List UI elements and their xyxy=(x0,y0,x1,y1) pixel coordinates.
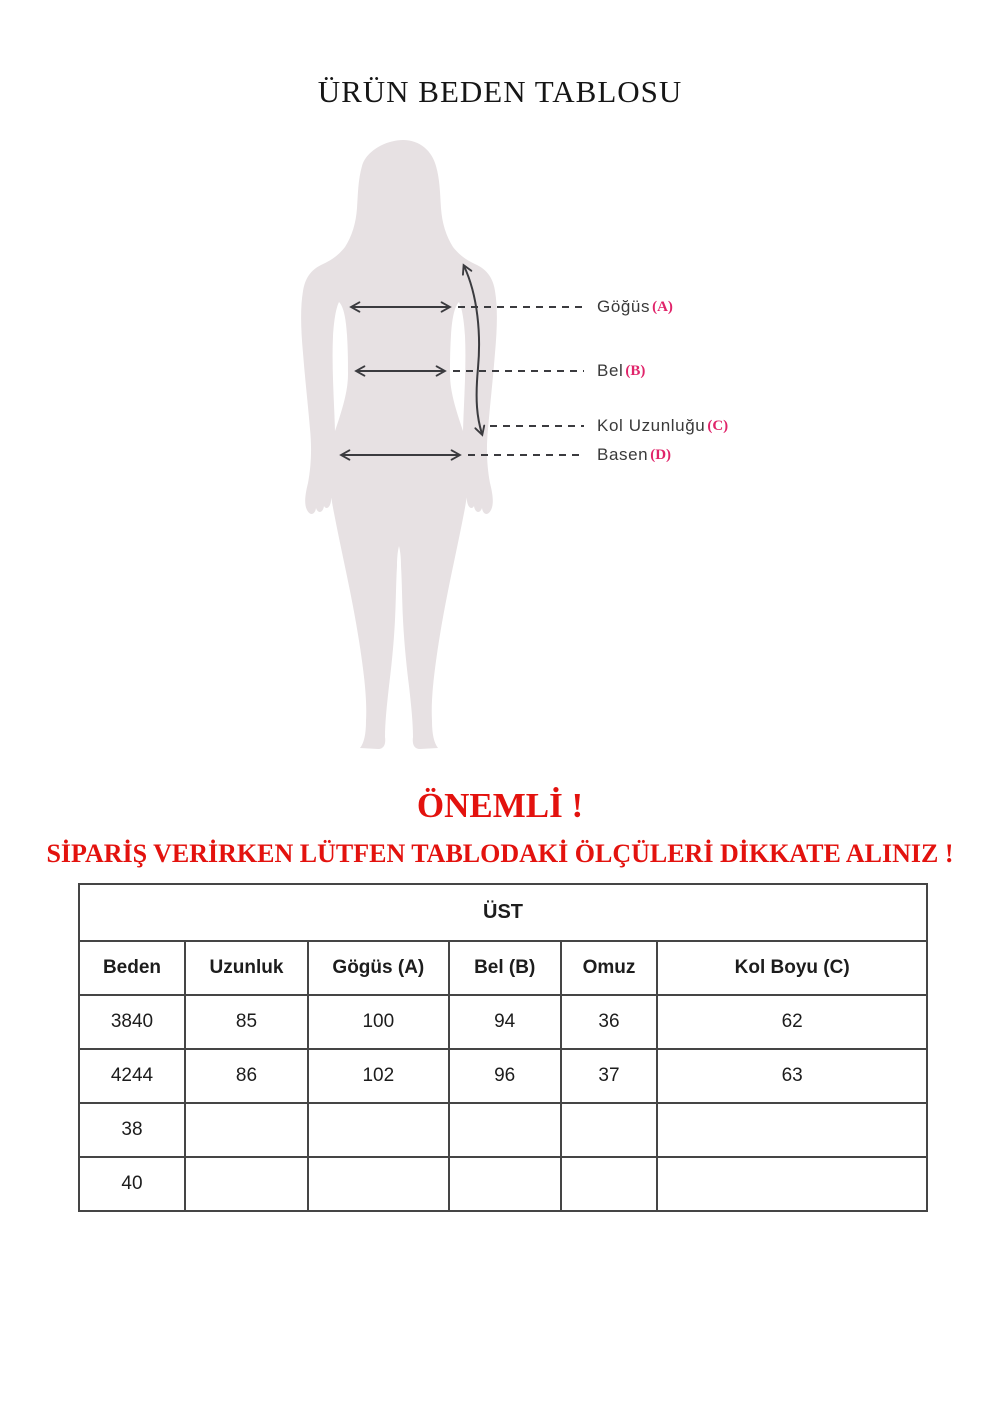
cell-bel: 96 xyxy=(449,1049,561,1103)
cell-kol-boyu xyxy=(657,1103,927,1157)
cell-bel xyxy=(449,1157,561,1211)
cell-gogus: 102 xyxy=(308,1049,449,1103)
table-header-row xyxy=(79,941,927,995)
chest-label-text: Göğüs xyxy=(597,297,651,316)
header-cell-kol-boyu: Kol Boyu (C) xyxy=(657,941,927,995)
size-table xyxy=(78,883,928,1212)
hip-label xyxy=(597,444,671,466)
group-header-cell: ÜST xyxy=(79,884,927,941)
sleeve-label-letter: (C) xyxy=(707,417,729,434)
warning-text: SİPARİŞ VERİRKEN LÜTFEN TABLODAKİ ÖLÇÜLERİ DİKKATE ALINIZ ! xyxy=(46,839,954,868)
cell-kol-boyu xyxy=(657,1157,927,1211)
hip-label-text: Basen xyxy=(597,445,649,464)
table-group-row xyxy=(79,884,927,941)
chest-label xyxy=(597,296,673,318)
header-cell-bel: Bel (B) xyxy=(449,941,561,995)
cell-beden: 40 xyxy=(79,1157,185,1211)
chest-label-letter: (A) xyxy=(652,298,673,315)
header-cell-beden: Beden xyxy=(79,941,185,995)
page-title: ÜRÜN BEDEN TABLOSU xyxy=(317,74,683,109)
female-body-silhouette xyxy=(301,140,497,749)
table-row xyxy=(79,1157,927,1211)
header-cell-gogus: Gögüs (A) xyxy=(308,941,449,995)
cell-omuz xyxy=(561,1157,658,1211)
cell-uzunluk xyxy=(185,1157,308,1211)
waist-label-text: Bel xyxy=(597,361,624,380)
header-cell-uzunluk: Uzunluk xyxy=(185,941,308,995)
important-heading: ÖNEMLİ ! xyxy=(416,786,584,825)
cell-gogus xyxy=(308,1157,449,1211)
cell-omuz: 37 xyxy=(561,1049,658,1103)
waist-label xyxy=(597,360,645,382)
cell-uzunluk: 86 xyxy=(185,1049,308,1103)
cell-gogus xyxy=(308,1103,449,1157)
cell-bel: 94 xyxy=(449,995,561,1049)
cell-kol-boyu: 62 xyxy=(657,995,927,1049)
cell-bel xyxy=(449,1103,561,1157)
table-row xyxy=(79,1103,927,1157)
table-row xyxy=(79,1049,927,1103)
cell-beden: 38 xyxy=(79,1103,185,1157)
cell-gogus: 100 xyxy=(308,995,449,1049)
cell-uzunluk xyxy=(185,1103,308,1157)
sleeve-label-text: Kol Uzunluğu xyxy=(597,416,706,435)
header-cell-omuz: Omuz xyxy=(561,941,658,995)
cell-beden: 3840 xyxy=(79,995,185,1049)
sleeve-label xyxy=(597,415,728,437)
hip-label-letter: (D) xyxy=(650,446,672,463)
cell-uzunluk: 85 xyxy=(185,995,308,1049)
waist-label-letter: (B) xyxy=(625,362,646,379)
cell-omuz xyxy=(561,1103,658,1157)
table-row xyxy=(79,995,927,1049)
cell-omuz: 36 xyxy=(561,995,658,1049)
cell-kol-boyu: 63 xyxy=(657,1049,927,1103)
cell-beden: 4244 xyxy=(79,1049,185,1103)
